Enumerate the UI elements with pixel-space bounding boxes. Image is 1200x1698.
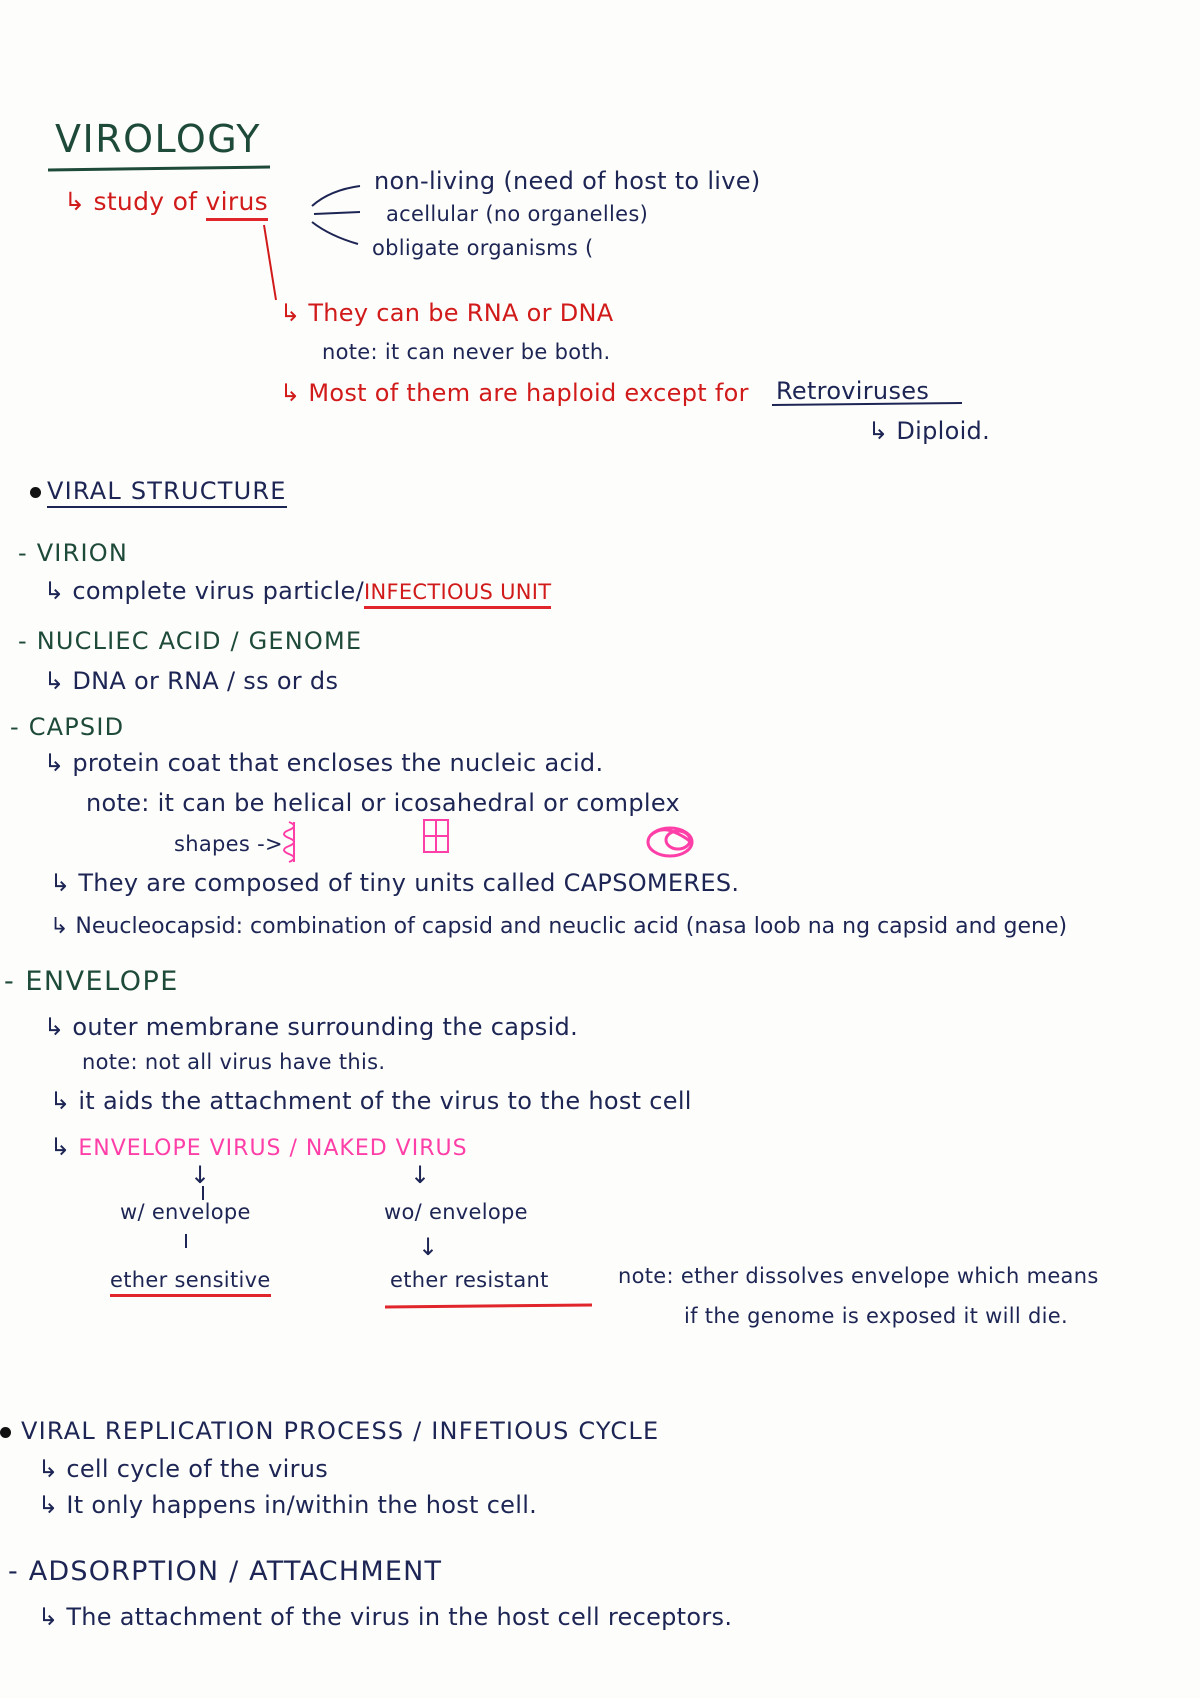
capsomeres-line: ↳ They are composed of tiny units called CAPSOMERES. bbox=[50, 869, 740, 897]
haploid-line: ↳ Most of them are haploid except for bbox=[280, 379, 749, 407]
envelope-types-line: ↳ ENVELOPE VIRUS / NAKED VIRUS bbox=[50, 1133, 468, 1161]
ether-note-2: if the genome is exposed it will die. bbox=[684, 1304, 1068, 1328]
bullet-dot-icon bbox=[30, 487, 41, 498]
capsid-desc: ↳ protein coat that encloses the nucleic acid. bbox=[44, 749, 604, 777]
shapes-label: shapes -> bbox=[174, 832, 283, 856]
virus-word: virus bbox=[206, 187, 268, 221]
rna-dna-note: note: it can never be both. bbox=[322, 340, 611, 364]
property-acellular: acellular (no organelles) bbox=[386, 202, 649, 226]
envelope-types: ENVELOPE VIRUS / NAKED VIRUS bbox=[78, 1136, 468, 1161]
arrow-without: ↓ bbox=[410, 1161, 431, 1189]
arrow-resistant: ↓ bbox=[418, 1233, 439, 1261]
study-label: ↳ study of bbox=[64, 187, 206, 216]
envelope-aids: ↳ it aids the attachment of the virus to the host cell bbox=[50, 1087, 692, 1115]
nucleic-title: - NUCLIEC ACID / GENOME bbox=[18, 627, 363, 655]
study-line bbox=[64, 188, 268, 217]
viral-structure-heading: VIRAL STRUCTURE bbox=[30, 478, 287, 506]
adsorption-title: - ADSORPTION / ATTACHMENT bbox=[8, 1556, 443, 1587]
infectious-unit: INFECTIOUS UNIT bbox=[364, 580, 551, 609]
retroviruses: Retroviruses bbox=[776, 377, 930, 405]
bullet-dot-icon bbox=[0, 1427, 11, 1438]
nucleic-desc: ↳ DNA or RNA / ss or ds bbox=[44, 667, 339, 695]
replication-line-2: ↳ It only happens in/within the host cell. bbox=[38, 1491, 538, 1519]
ether-resistant: ether resistant bbox=[390, 1268, 549, 1292]
envelope-desc: ↳ outer membrane surrounding the capsid. bbox=[44, 1013, 579, 1041]
ether-sensitive: ether sensitive bbox=[110, 1268, 271, 1292]
ether-note-1: note: ether dissolves envelope which means bbox=[618, 1264, 1099, 1288]
property-obligate: obligate organisms ( bbox=[372, 236, 594, 260]
virion-desc: ↳ complete virus particle/INFECTIOUS UNIT bbox=[44, 578, 551, 606]
envelope-note: note: not all virus have this. bbox=[82, 1050, 386, 1074]
property-nonliving: non-living (need of host to live) bbox=[374, 167, 761, 195]
helical-shape-icon bbox=[284, 822, 294, 862]
rna-dna-line: ↳ They can be RNA or DNA bbox=[280, 299, 614, 327]
virion-title: - VIRION bbox=[18, 539, 128, 567]
replication-heading: VIRAL REPLICATION PROCESS / INFETIOUS CYCLE bbox=[0, 1418, 659, 1446]
adsorption-desc: ↳ The attachment of the virus in the host cell receptors. bbox=[38, 1603, 733, 1631]
diploid: ↳ Diploid. bbox=[868, 417, 991, 445]
capsid-note: note: it can be helical or icosahedral or complex bbox=[86, 789, 680, 817]
complex-shape-icon bbox=[648, 828, 692, 856]
icosahedral-shape-icon bbox=[424, 820, 448, 852]
arrow-with: ↓ bbox=[190, 1161, 211, 1189]
without-envelope: wo/ envelope bbox=[384, 1200, 528, 1224]
nucleocapsid-line: ↳ Neucleocapsid: combination of capsid and neuclic acid (nasa loob na ng capsid and gene) bbox=[50, 914, 1068, 939]
page-title: VIROLOGY bbox=[55, 117, 262, 161]
capsid-title: - CAPSID bbox=[10, 713, 125, 741]
with-envelope: w/ envelope bbox=[120, 1200, 251, 1224]
envelope-title: - ENVELOPE bbox=[4, 966, 179, 997]
replication-line-1: ↳ cell cycle of the virus bbox=[38, 1455, 329, 1483]
